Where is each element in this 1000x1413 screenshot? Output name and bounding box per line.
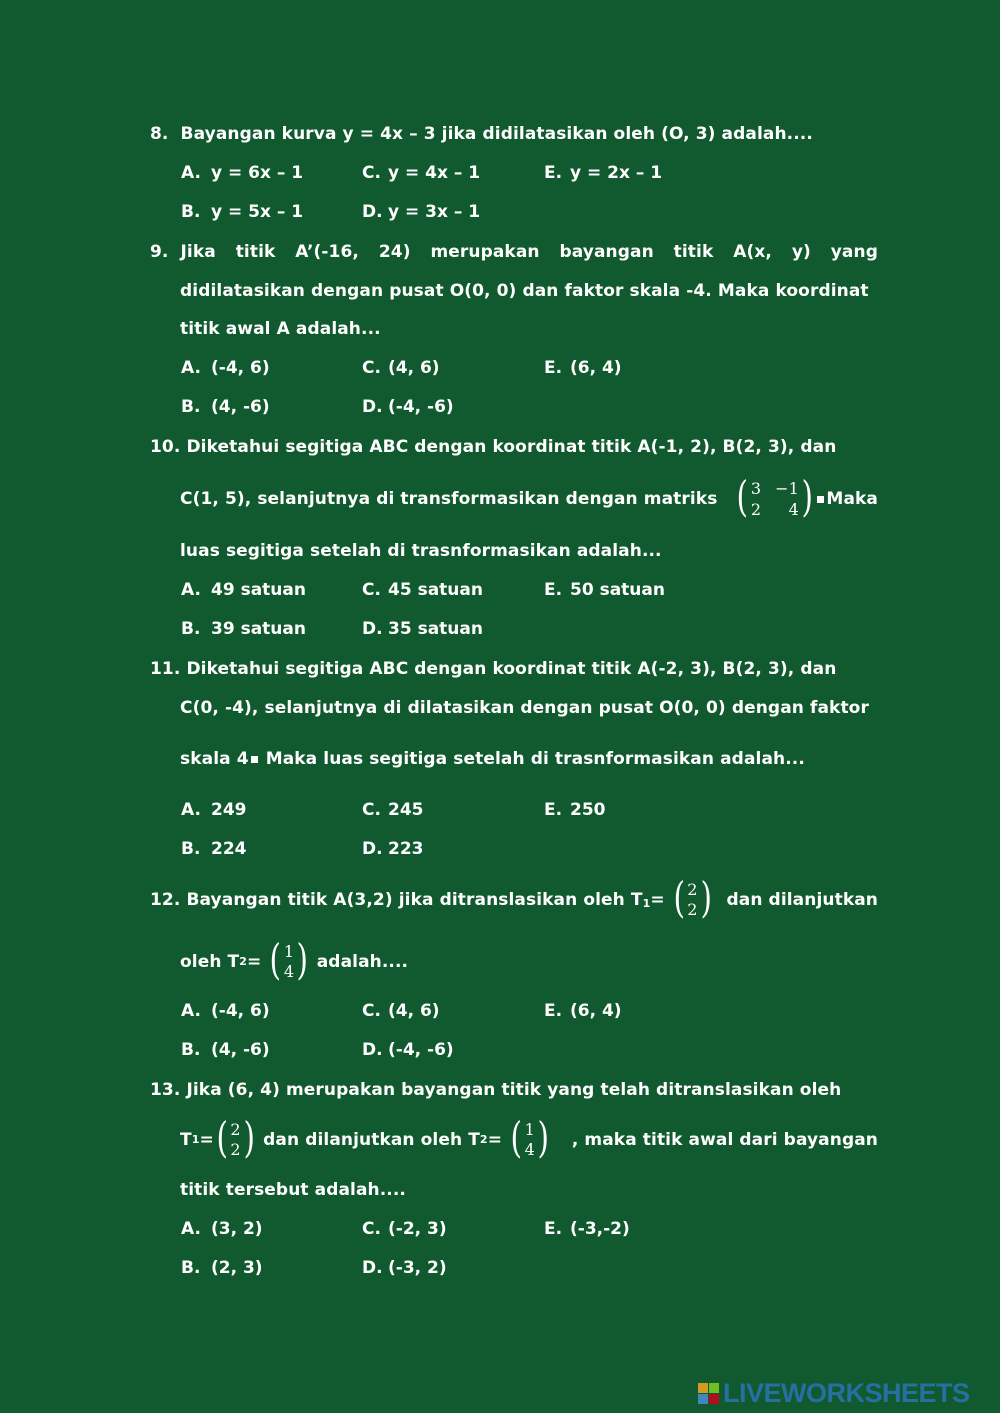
q9-word: bayangan (559, 242, 654, 262)
q10-option-c[interactable]: C. 45 satuan (362, 580, 483, 600)
logo-square (698, 1394, 708, 1404)
q11-option-d[interactable]: D. 223 (362, 839, 424, 859)
q10-option-b[interactable]: B. 39 satuan (181, 619, 306, 639)
logo-square (698, 1383, 708, 1393)
q9-option-b[interactable]: B. (4, -6) (181, 397, 270, 417)
bullet-dot (817, 496, 824, 503)
q8-option-c[interactable]: C. y = 4x – 1 (362, 163, 481, 183)
q9-word: merupakan (430, 242, 540, 262)
question-12-line-1: 12. Bayangan titik A(3,2) jika ditranslasikan oleh T1= ( 2 2 ) dan dilanjutkan (150, 873, 878, 922)
q12-option-c[interactable]: C. (4, 6) (362, 1001, 440, 1021)
q9-option-a[interactable]: A. (-4, 6) (181, 358, 270, 378)
q13-option-e[interactable]: E. (-3,-2) (544, 1219, 630, 1239)
q9-word: 24) (378, 242, 411, 262)
q11-option-e[interactable]: E. 250 (544, 800, 606, 820)
bullet-dot (251, 756, 258, 763)
question-13-line-3: titik tersebut adalah.... (180, 1180, 406, 1200)
q10-option-e[interactable]: E. 50 satuan (544, 580, 665, 600)
translation-vector-t1: ( 2 2 ) (216, 1113, 255, 1162)
liveworksheets-watermark (698, 1378, 970, 1409)
question-11-line-2: C(0, -4), selanjutnya di dilatasikan dengan pusat O(0, 0) dengan faktor (180, 698, 869, 718)
q13-option-c[interactable]: C. (-2, 3) (362, 1219, 447, 1239)
question-11-line-1: 11. Diketahui segitiga ABC dengan koordinat titik A(-2, 3), B(2, 3), dan (150, 659, 837, 679)
q8-option-d[interactable]: D. y = 3x – 1 (362, 202, 481, 222)
question-8-text: 8. Bayangan kurva y = 4x – 3 jika didilatasikan oleh (O, 3) adalah.... (150, 124, 813, 144)
q12-option-d[interactable]: D. (-4, -6) (362, 1040, 454, 1060)
q12-option-e[interactable]: E. (6, 4) (544, 1001, 622, 1021)
q10-option-d[interactable]: D. 35 satuan (362, 619, 483, 639)
q9-option-c[interactable]: C. (4, 6) (362, 358, 440, 378)
question-9-line-1-text (181, 240, 879, 264)
q11-option-a[interactable]: A. 249 (181, 800, 247, 820)
transformation-matrix: ( 3 −1 2 4 ) (736, 472, 813, 521)
question-10-line-2: C(1, 5), selanjutnya di transformasikan dengan matriks ( 3 −1 2 4 ) Maka (180, 472, 878, 521)
q9-option-e[interactable]: E. (6, 4) (544, 358, 622, 378)
watermark-text: LIVEWORKSHEETS (723, 1378, 970, 1408)
q9-word: titik (235, 242, 276, 262)
translation-vector-t2: ( 1 4 ) (269, 935, 309, 984)
q9-word: Jika (180, 242, 216, 262)
question-13-line-1: 13. Jika (6, 4) merupakan bayangan titik yang telah ditranslasikan oleh (150, 1080, 842, 1100)
translation-vector-t2: ( 1 4 ) (510, 1113, 549, 1162)
q9-word: y) (791, 242, 811, 262)
question-10-line-1: 10. Diketahui segitiga ABC dengan koordinat titik A(-1, 2), B(2, 3), dan (150, 437, 837, 457)
logo-square (709, 1394, 719, 1404)
q9-word: yang (830, 242, 878, 262)
q13-option-d[interactable]: D. (-3, 2) (362, 1258, 447, 1278)
q8-option-b[interactable]: B. y = 5x – 1 (181, 202, 304, 222)
q9-option-d[interactable]: D. (-4, -6) (362, 397, 454, 417)
q13-option-b[interactable]: B. (2, 3) (181, 1258, 263, 1278)
q13-option-a[interactable]: A. (3, 2) (181, 1219, 263, 1239)
question-9-line-1: 9. Jika titik A’(-16, 24) merupakan bayangan titik A(x, y) yang (150, 242, 878, 262)
q11-option-c[interactable]: C. 245 (362, 800, 424, 820)
q9-word: titik (673, 242, 714, 262)
question-9-line-2: didilatasikan dengan pusat O(0, 0) dan faktor skala -4. Maka koordinat (180, 281, 869, 301)
question-10-line-3: luas segitiga setelah di trasnformasikan adalah... (180, 541, 662, 561)
question-9-line-3: titik awal A adalah... (180, 319, 381, 339)
question-13-line-2: T 1 = ( 2 2 ) dan dilanjutkan oleh T 2 = ( 1 4 ) , maka titik awal dari bayangan (180, 1113, 878, 1162)
q10-option-a[interactable]: A. 49 satuan (181, 580, 306, 600)
question-12-line-2: oleh T 2 = ( 1 4 ) adalah.... (180, 935, 409, 984)
q8-option-e[interactable]: E. y = 2x – 1 (544, 163, 663, 183)
question-11-line-3: skala 4 Maka luas segitiga setelah di trasnformasikan adalah... (180, 749, 805, 769)
q9-word: A(x, (733, 242, 772, 262)
q12-option-b[interactable]: B. (4, -6) (181, 1040, 270, 1060)
q9-word: A’(-16, (295, 242, 359, 262)
q8-option-a[interactable]: A. y = 6x – 1 (181, 163, 304, 183)
q11-option-b[interactable]: B. 224 (181, 839, 247, 859)
translation-vector-t1: ( 2 2 ) (673, 873, 712, 922)
q12-option-a[interactable]: A. (-4, 6) (181, 1001, 270, 1021)
liveworksheets-logo-icon (698, 1383, 719, 1404)
logo-square (709, 1383, 719, 1393)
